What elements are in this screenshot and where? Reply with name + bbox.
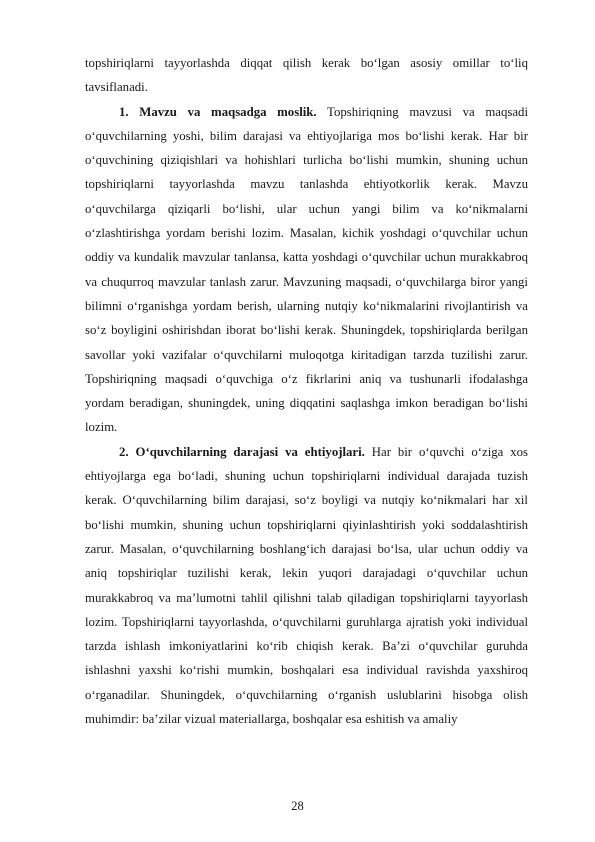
section-body: Topshiriqning mavzusi va maqsadi o‘quvchilarning yoshi, bilim darajasi va ehtiyojlariga mos bo‘lishi kerak. Har bir o‘quvchining qiziqishlari va hohishlari turlicha bo‘lishi mumkin, shuning uchun topshiriqlarni tayyorlashda mavzu tanlashda ehtiyotkorlik kerak. Mavzu o‘quvchilarga qiziqarli bo‘lishi, ular uchun yangi bilim va ko‘nikmalarni o‘zlashtirishga yordam berishi lozim. Masalan, kichik yoshdagi o‘quvchilar uchun oddiy va kundalik mavzular tanlansa, katta yoshdagi o‘quvchilar uchun murakkabroq va chuqurroq mavzular tanlash zarur. Mavzuning maqsadi, o‘quvchilarga biror yangi bilimni o‘rganishga yordam berish, ularning nutqiy ko‘nikmalarini rivojlantirish va so‘z boyligini oshirishdan iborat bo‘lishi kerak. Shuningdek, topshiriqlarda berilgan savollar yoki vazifalar o‘quvchilarni muloqotga kiritadigan tarzda tuzilishi zarur. Topshiriqning maqsadi o‘quvchiga o‘z fikrlarini aniq va tushunarli ifodalashga yordam beradigan, shuningdek, uning diqqatini saqlashga imkon beradigan bo‘lishi lozim. <box>85 104 529 435</box>
section-heading: 1. Mavzu va maqsadga moslik. <box>119 104 317 119</box>
section-body: Har bir o‘quvchi o‘ziga xos ehtiyojlarga ega bo‘ladi, shuning uchun topshiriqlarni individual darajada tuzish kerak. O‘quvchilarning bilim darajasi, so‘z boyligi va nutqiy ko‘nikmalari har xil bo‘lishi mumkin, shuning uchun topshiriqlarni qiyinlashtirish yoki soddalashtirish zarur. Masalan, o‘quvchilarning boshlang‘ich darajasi bo‘lsa, ular uchun oddiy va aniq topshiriqlar tuzilishi kerak, lekin yuqori darajadagi o‘quvchilar uchun murakkabroq va ma’lumotni tahlil qilishni talab qiladigan topshiriqlarni tayyorlash lozim. Topshiriqlarni tayyorlashda, o‘quvchilarni guruhlarga ajratish yoki individual tarzda ishlash imkoniyatlarini ko‘rib chiqish kerak. Ba’zi o‘quvchilar guruhda ishlashni yaxshi ko‘rishi mumkin, boshqalari esa individual ravishda yaxshiroq o‘rganadilar. Shuningdek, o‘quvchilarning o‘rganish uslublarini hisobga olish muhimdir: ba’zilar vizual materiallarga, boshqalar esa eshitish va amaliy <box>85 444 529 727</box>
intro-paragraph <box>85 51 528 100</box>
document-page <box>85 51 528 731</box>
page-number: 28 <box>291 799 304 813</box>
section-heading: 2. O‘quvchilarning darajasi va ehtiyojlari. <box>119 444 365 459</box>
section-darajasi <box>85 440 528 732</box>
section-mavzu <box>85 100 528 440</box>
intro-text: topshiriqlarni tayyorlashda diqqat qilish kerak bo‘lgan asosiy omillar to‘liq tavsiflanadi. <box>85 56 528 95</box>
